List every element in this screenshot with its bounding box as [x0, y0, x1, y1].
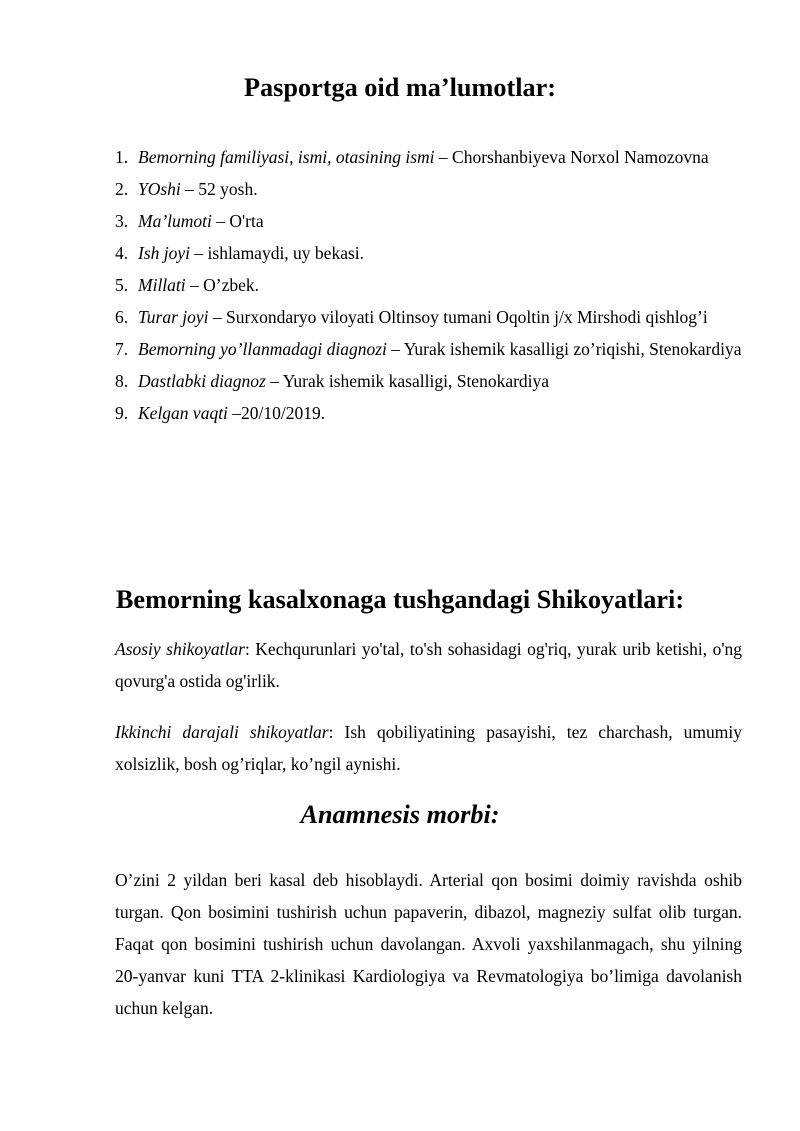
- item-value: – Chorshanbiyeva Norxol Namozovna: [434, 147, 709, 167]
- passport-list: [0, 141, 800, 429]
- secondary-complaints: [115, 716, 742, 780]
- secondary-complaints-label: Ikkinchi darajali shikoyatlar: [115, 722, 329, 742]
- item-value: – O’zbek.: [185, 275, 260, 295]
- item-value: – Surxondaryo viloyati Oltinsoy tumani Oqoltin j/x Mirshodi qishlog’i: [208, 307, 708, 327]
- anamnesis-text: O’zini 2 yildan beri kasal deb hisoblaydi. Arterial qon bosimi doimiy ravishda oshib turgan. Qon bosimini tushirish uchun papaverin, dibazol, magneziy sulfat olib turgan. Faqat qon bosimini tushirish uchun davolangan. Axvoli yaxshilanmagach, shu yilning 20-yanvar kuni TTA 2-klinikasi Kardiologiya va Revmatologiya bo’limiga davolanish uchun kelgan.: [115, 870, 742, 1018]
- complaints-heading: Bemorning kasalxonaga tushgandagi Shikoyatlari:: [115, 585, 685, 614]
- item-value: – 52 yosh.: [180, 179, 258, 199]
- list-item: 8. Dastlabki diagnoz – Yurak ishemik kasalligi, Stenokardiya: [115, 371, 550, 391]
- item-label: YOshi: [138, 179, 181, 199]
- main-complaints-label: Asosiy shikoyatlar: [115, 639, 245, 659]
- item-label: Ma’lumoti: [138, 211, 212, 231]
- main-complaints-text: : Kechqurunlari yo'tal, to'sh sohasidagi og'riq, yurak urib ketishi, o'ng qovurg'a ostida og'irlik.: [115, 639, 742, 691]
- main-complaints: [115, 633, 742, 697]
- item-label: Dastlabki diagnoz: [138, 371, 266, 391]
- item-value: – O'rta: [211, 211, 264, 231]
- list-item: 9. Kelgan vaqti –20/10/2019.: [115, 403, 326, 423]
- passport-heading: Pasportga oid ma’lumotlar:: [243, 73, 557, 102]
- list-item: 2. YOshi – 52 yosh.: [115, 179, 258, 199]
- item-label: Turar joyi: [138, 307, 209, 327]
- anamnesis-heading: Anamnesis morbi:: [300, 800, 500, 829]
- item-value: –20/10/2019.: [227, 403, 326, 423]
- item-label: Bemorning familiyasi, ismi, otasining ismi: [138, 147, 435, 167]
- item-value: – Yurak ishemik kasalligi, Stenokardiya: [265, 371, 550, 391]
- list-item: 5. Millati – O’zbek.: [115, 275, 260, 295]
- list-item: 3. Ma’lumoti – O'rta: [115, 211, 264, 231]
- item-value: – Yurak ishemik kasalligi zo’riqishi, Stenokardiya: [386, 339, 742, 359]
- list-item: 7. Bemorning yo’llanmadagi diagnozi – Yurak ishemik kasalligi zo’riqishi, Stenokardiya: [115, 339, 742, 359]
- list-item: 1. Bemorning familiyasi, ismi, otasining ismi – Chorshanbiyeva Norxol Namozovna: [115, 147, 709, 167]
- item-label: Millati: [138, 275, 186, 295]
- list-item: 6. Turar joyi – Surxondaryo viloyati Oltinsoy tumani Oqoltin j/x Mirshodi qishlog’i: [115, 307, 708, 327]
- item-label: Kelgan vaqti: [138, 403, 228, 423]
- item-value: – ishlamaydi, uy bekasi.: [190, 243, 365, 263]
- secondary-complaints-text: : Ish qobiliyatining pasayishi, tez charchash, umumiy xolsizlik, bosh og’riqlar, ko’ngil aynishi.: [115, 722, 742, 774]
- list-item: 4. Ish joyi – ishlamaydi, uy bekasi.: [115, 243, 365, 263]
- item-label: Bemorning yo’llanmadagi diagnozi: [138, 339, 387, 359]
- item-label: Ish joyi: [138, 243, 191, 263]
